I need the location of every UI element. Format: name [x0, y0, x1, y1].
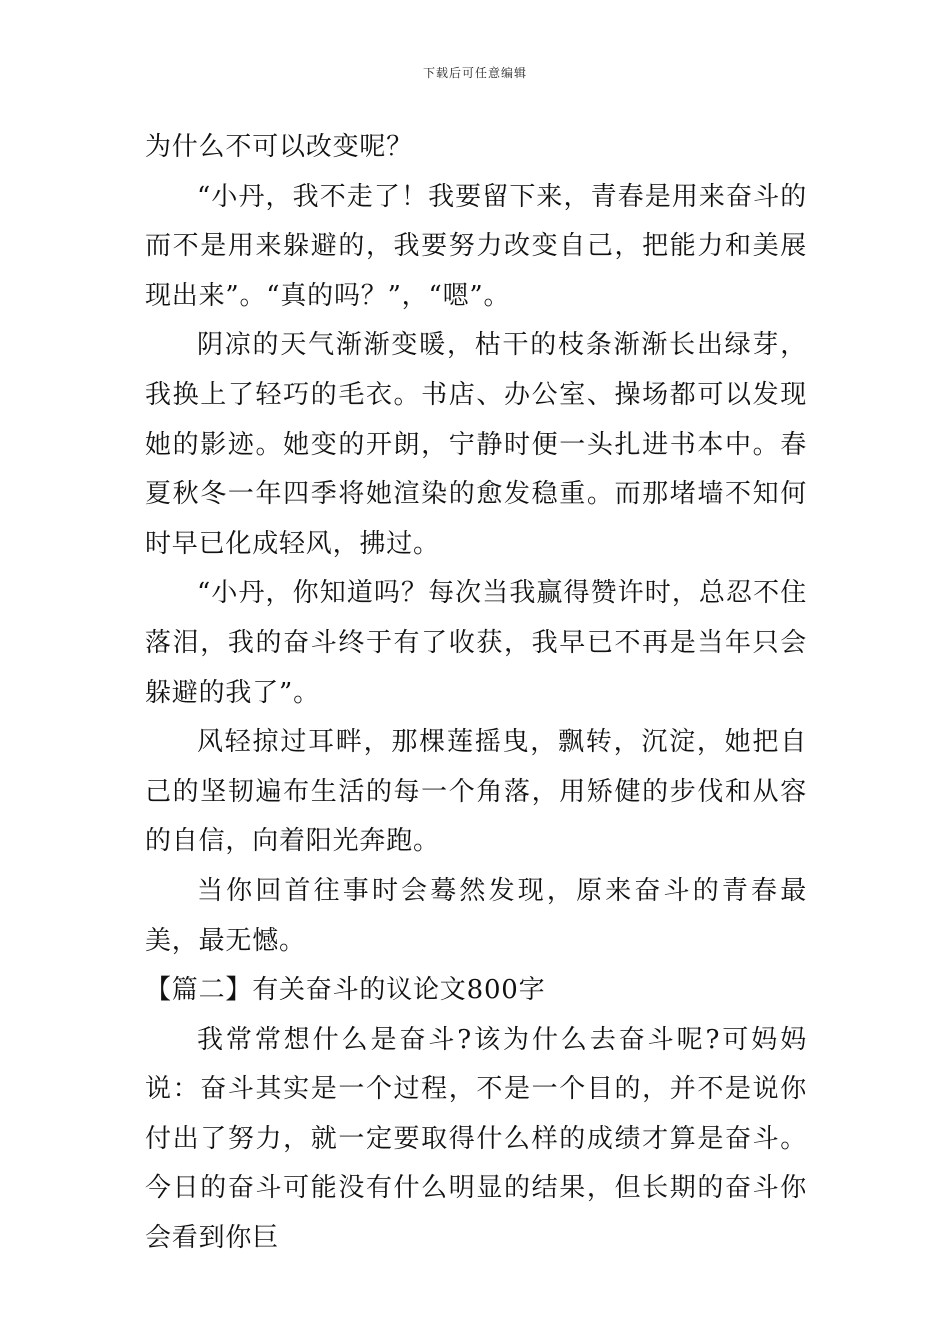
section-heading: 【篇二】有关奋斗的议论文800字	[145, 975, 546, 1006]
paragraph-conclusion: 当你回首往事时会蓦然发现，原来奋斗的青春最美，最无憾。	[145, 875, 807, 956]
paragraph-wind-lotus: 风轻掠过耳畔，那棵莲摇曳，飘转，沉淀，她把自己的坚韧遍布生活的每一个角落，用矫健的步伐和从容的自信，向着阳光奔跑。	[145, 727, 807, 857]
paragraph-dialogue-tears: “小丹，你知道吗？每次当我赢得赞许时，总忍不住落泪，我的奋斗终于有了收获，我早已不再是当年只会躲避的我了”。	[145, 578, 807, 708]
paragraph-continuation: 为什么不可以改变呢？	[145, 132, 414, 162]
paragraph-dialogue-stay: “小丹，我不走了！我要留下来，青春是用来奋斗的而不是用来躲避的，我要努力改变自己，把能力和美展现出来”。“真的吗？”，“嗯”。	[145, 181, 807, 311]
document-body	[145, 123, 807, 1264]
page-header: 下载后可任意编辑	[422, 66, 527, 80]
paragraph-weather-change: 阴凉的天气渐渐变暖，枯干的枝条渐渐长出绿芽，我换上了轻巧的毛衣。书店、办公室、操场都可以发现她的影迹。她变的开朗，宁静时便一头扎进书本中。春夏秋冬一年四季将她渲染的愈发稳重。而那堵墙不知何时早已化成轻风，拂过。	[145, 330, 807, 559]
section-paragraph: 我常常想什么是奋斗?该为什么去奋斗呢?可妈妈说：奋斗其实是一个过程，不是一个目的，并不是说你付出了努力，就一定要取得什么样的成绩才算是奋斗。今日的奋斗可能没有什么明显的结果，但长期的奋斗你会看到你巨	[145, 1024, 807, 1254]
